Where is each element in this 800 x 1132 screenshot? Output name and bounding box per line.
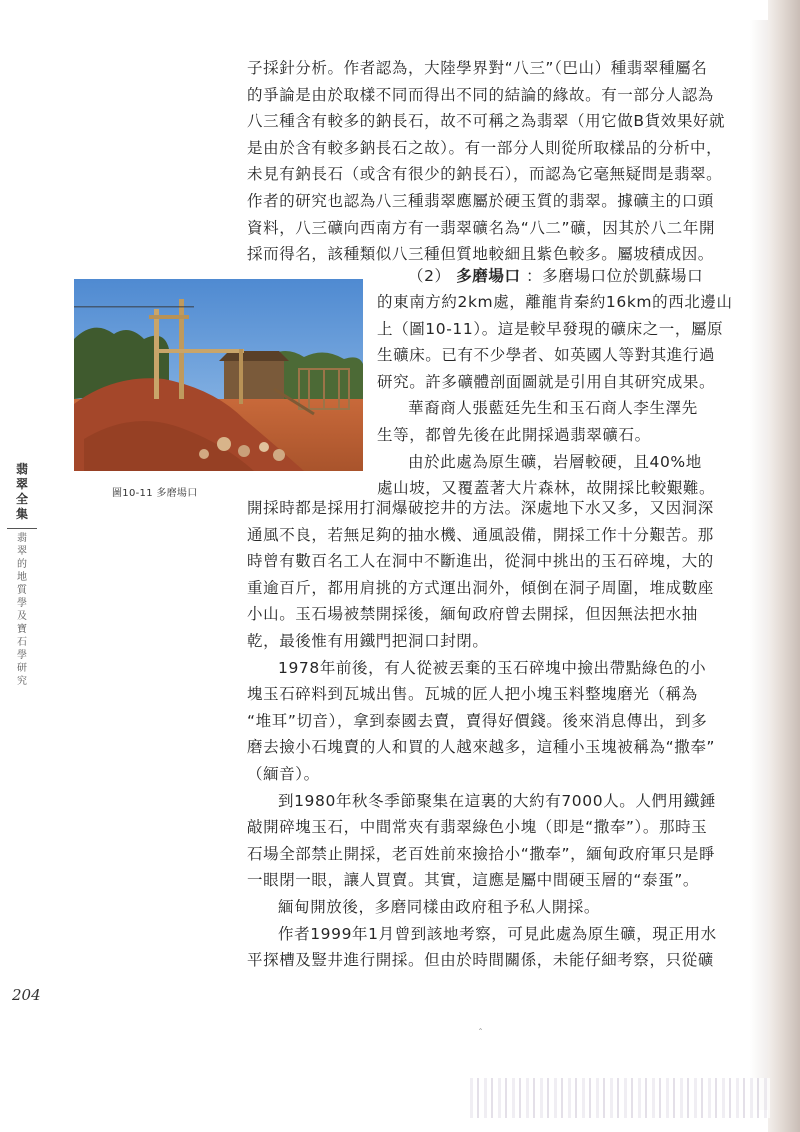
text-line: 磨去撿小石塊賣的人和買的人越來越多，這種小玉塊被稱為“撒奉” xyxy=(247,738,716,757)
text-line: 資料，八三礦向西南方有一翡翠礦名為“八二”礦，因其於八二年開 xyxy=(247,218,716,237)
text-line: 未見有鈉長石（或含有很少的鈉長石），而認為它毫無疑問是翡翠。 xyxy=(247,165,723,184)
text-line: 開採時都是採用打洞爆破挖井的方法。深處地下水又多，又因洞深 xyxy=(247,499,714,517)
section-heading-line xyxy=(377,266,717,286)
text-line: 一眼閉一眼，讓人買賣。其實，這應是屬中間硬玉層的“泰蛋”。 xyxy=(247,871,699,890)
text-line: 時曾有數百名工人在洞中不斷進出，從洞中挑出的玉石碎塊，大的 xyxy=(247,552,714,571)
text-line: 通風不良，若無足夠的抽水機、通風設備，開採工作十分艱苦。那 xyxy=(247,525,714,544)
text-line: （緬音）。 xyxy=(247,765,320,783)
text-line: 緬甸開放後，多磨同樣由政府租予私人開採。 xyxy=(278,898,601,916)
text-line: 由於此處為原生礦，岩層較硬，且40%地 xyxy=(408,452,702,471)
text-line: “堆耳”切音），拿到泰國去賣，賣得好價錢。後來消息傳出，到多 xyxy=(247,711,708,730)
section-title: 多磨場口 xyxy=(456,267,521,285)
mine-photo xyxy=(74,279,363,471)
figure-caption: 圖10-11 多磨場口 xyxy=(112,488,198,499)
section-heading-text: ：多磨場口位於凱蘇場口 xyxy=(526,267,704,285)
text-line: 華裔商人張藍廷先生和玉石商人李生澤先 xyxy=(408,399,698,418)
text-line: 的東南方約2km處，離龍肯秦約16km的西北邊山 xyxy=(377,293,733,311)
scan-speck: ˆ xyxy=(478,1028,483,1039)
text-line: 生礦床。已有不少學者、如英國人等對其進行過 xyxy=(377,346,716,365)
text-line: 研究。許多礦體剖面圖就是引用自其研究成果。 xyxy=(377,372,716,391)
text-line: 子採針分析。作者認為，大陸學界對“八三”（巴山）種翡翠種屬名 xyxy=(247,59,708,77)
text-line: 的爭論是由於取樣不同而得出不同的結論的緣故。有一部分人認為 xyxy=(247,85,714,104)
mine-photo-illustration xyxy=(74,279,363,471)
page-edge-shadow xyxy=(768,0,800,1132)
text-line: 作者的研究也認為八三種翡翠應屬於硬玉質的翡翠。據礦主的口頭 xyxy=(247,192,714,210)
page-number: 204 xyxy=(12,986,41,1004)
running-title-rule xyxy=(7,528,37,529)
text-line: 是由於含有較多鈉長石之故）。有一部分人則從所取樣品的分析中， xyxy=(247,138,723,157)
text-line: 到1980年秋冬季節聚集在這裏的大約有7000人。人們用鐵錘 xyxy=(278,791,716,810)
running-title: 翡 翠 全 集 xyxy=(15,462,28,521)
text-line: 生等，都曾先後在此開採過翡翠礦石。 xyxy=(377,426,651,444)
text-line: 作者1999年1月曾到該地考察，可見此處為原生礦，現正用水 xyxy=(278,924,717,943)
text-line: 1978年前後，有人從被丟棄的玉石碎塊中撿出帶點綠色的小 xyxy=(278,658,707,677)
text-line: 八三種含有較多的鈉長石，故不可稱之為翡翠（用它做B貨效果好就 xyxy=(247,112,726,131)
text-line: 處山坡，又覆蓋著大片森林，故開採比較艱難。 xyxy=(377,479,716,498)
text-line: 上（圖10-11）。這是較早發現的礦床之一，屬原 xyxy=(377,319,724,338)
scan-artifact xyxy=(470,1078,770,1118)
text-line: 小山。玉石場被禁開採後，緬甸政府曾去開採，但因無法把水抽 xyxy=(247,605,698,624)
text-line: 採而得名，該種類似八三種但質地較細且紫色較多。屬坡積成因。 xyxy=(247,245,714,264)
text-line: 平探槽及豎井進行開採。但由於時間關係，未能仔細考察，只從礦 xyxy=(247,951,714,970)
text-line: 塊玉石碎料到瓦城出售。瓦城的匠人把小塊玉料整塊磨光（稱為 xyxy=(247,685,698,704)
text-line: 重逾百斤，都用肩挑的方式運出洞外，傾倒在洞子周圍，堆成數座 xyxy=(247,578,714,597)
text-line: 敲開碎塊玉石，中間常夾有翡翠綠色小塊（即是“撒奉”）。那時玉 xyxy=(247,818,708,837)
text-line: 乾，最後惟有用鐵門把洞口封閉。 xyxy=(247,632,489,650)
binding-gutter xyxy=(750,20,768,1110)
section-number: （2） xyxy=(408,267,451,285)
running-subtitle: 翡 翠 的 地 質 學 及 寶 石 學 研 究 xyxy=(17,533,27,687)
text-line: 石場全部禁止開採，老百姓前來撿拾小“撒奉”，緬甸政府軍只是睜 xyxy=(247,844,716,863)
